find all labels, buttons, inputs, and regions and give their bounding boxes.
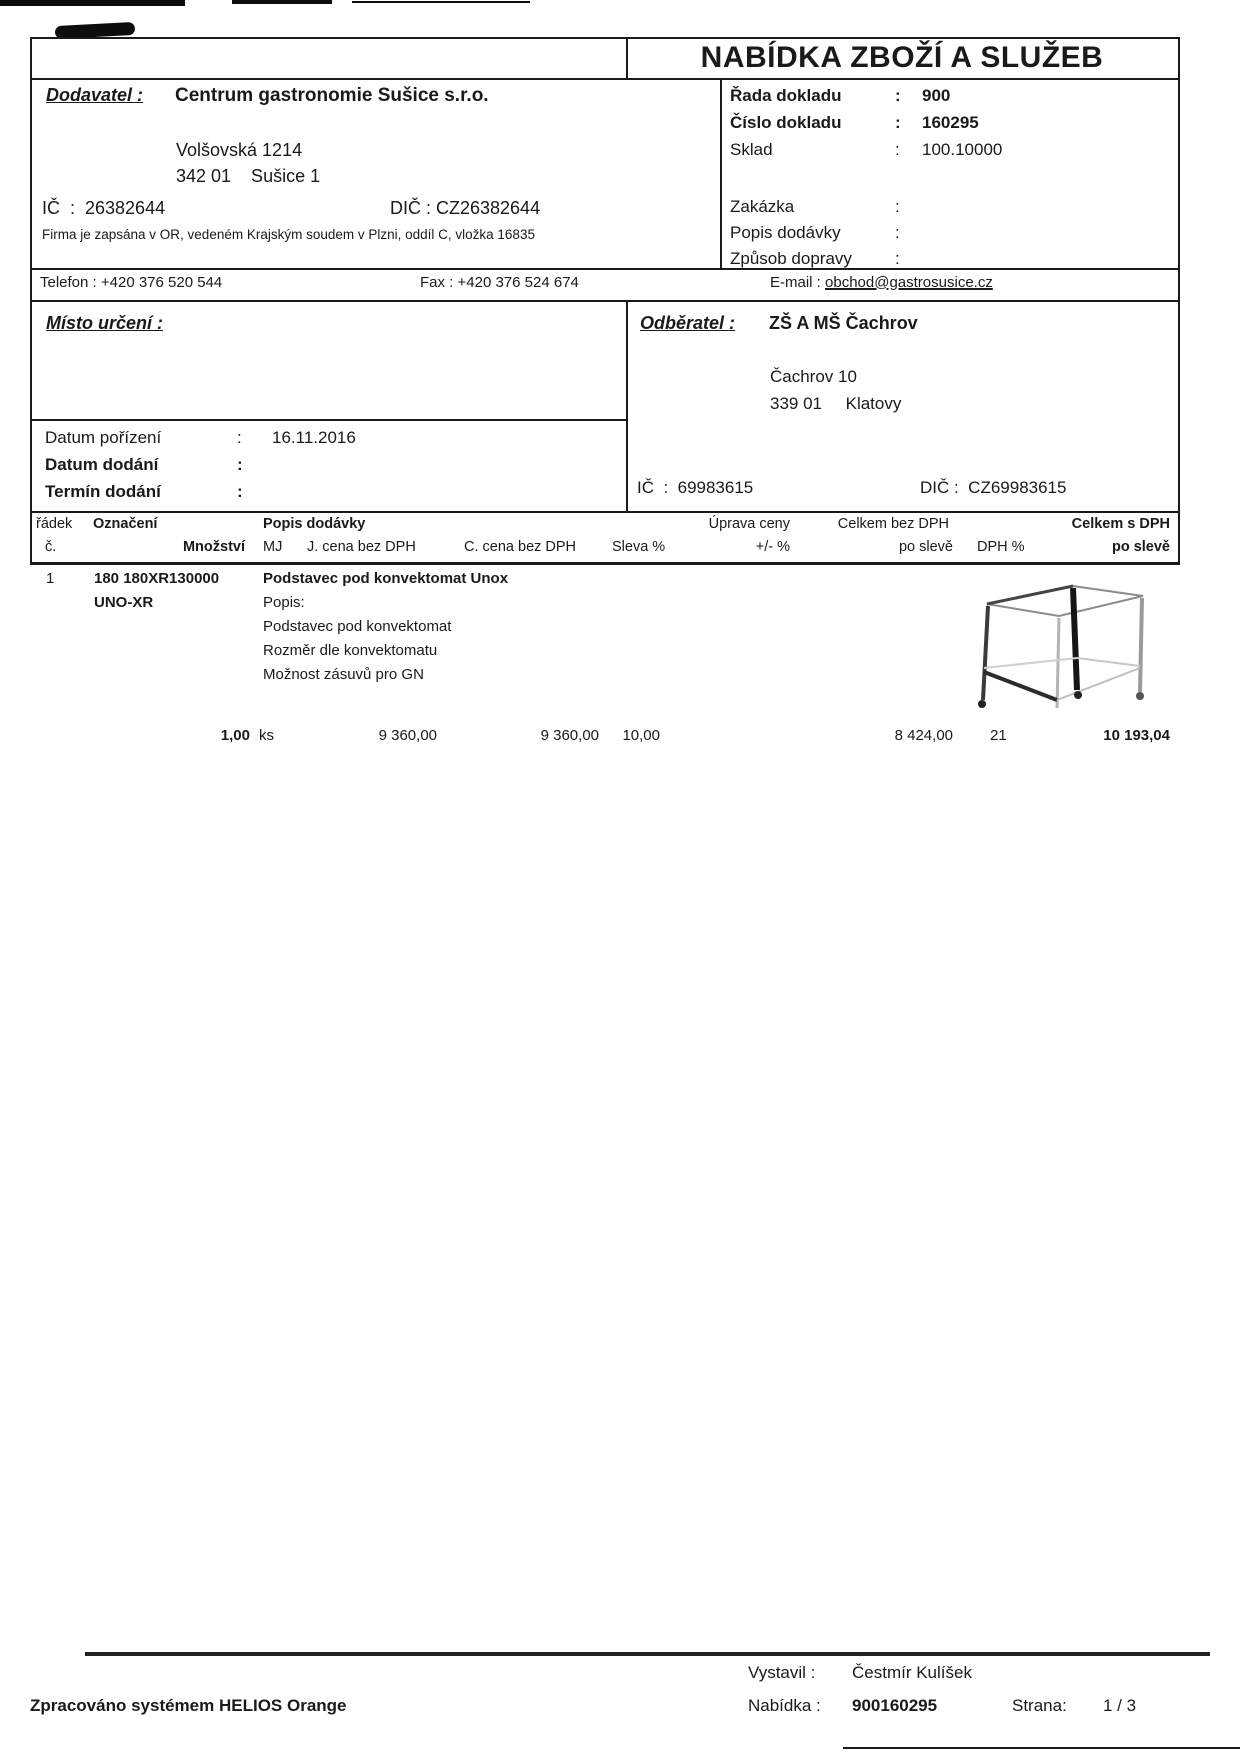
docinfo-label: Sklad bbox=[730, 140, 773, 159]
docinfo-label: Číslo dokladu bbox=[730, 113, 842, 132]
docinfo-colon: : bbox=[895, 86, 901, 105]
col-header-c: č. bbox=[45, 539, 57, 555]
bottom-scan-line bbox=[843, 1747, 1240, 1749]
contact-fax: Fax : +420 376 524 674 bbox=[420, 274, 579, 291]
docinfo-colon: : bbox=[895, 140, 900, 159]
item-discount: 10,00 bbox=[622, 727, 660, 744]
date-row-colon: : bbox=[237, 428, 242, 447]
issued-by-label: Vystavil : bbox=[748, 1663, 816, 1682]
issued-by-value: Čestmír Kulíšek bbox=[852, 1663, 972, 1682]
offer-number-value: 900160295 bbox=[852, 1696, 938, 1715]
item-row-number: 1 bbox=[46, 570, 55, 587]
item-total-no-vat: 8 424,00 bbox=[894, 727, 953, 744]
item-total-with-vat: 10 193,04 bbox=[1103, 727, 1170, 744]
destination-customer-divider bbox=[626, 300, 628, 511]
item-qty: 1,00 bbox=[220, 727, 250, 744]
customer-section-label: Odběratel : bbox=[640, 313, 736, 333]
docinfo-label: Popis dodávky bbox=[730, 223, 841, 242]
table-header-top-border bbox=[30, 511, 1180, 513]
col-header-celkem-s-dph: Celkem s DPH bbox=[1071, 516, 1170, 532]
contact-email bbox=[770, 275, 993, 292]
item-code-variant: UNO-XR bbox=[94, 594, 154, 611]
item-desc-line: Možnost zásuvů pro GN bbox=[263, 666, 424, 683]
docinfo-label: Řada dokladu bbox=[730, 86, 842, 105]
docinfo-value: 100.10000 bbox=[922, 140, 1003, 159]
customer-city: 339 01 Klatovy bbox=[770, 394, 902, 413]
item-vat: 21 bbox=[990, 727, 1007, 744]
date-row-colon: : bbox=[237, 455, 243, 474]
col-header-j-cena: J. cena bez DPH bbox=[307, 539, 416, 555]
docinfo-value: 900 bbox=[922, 86, 951, 105]
supplier-street: Volšovská 1214 bbox=[176, 140, 303, 160]
docinfo-colon: : bbox=[895, 197, 900, 216]
item-name: Podstavec pod konvektomat Unox bbox=[263, 570, 509, 587]
scan-artifact-line bbox=[232, 0, 332, 4]
col-header-celkem-bez-dph: Celkem bez DPH bbox=[837, 516, 949, 532]
col-header-mnozstvi: Množství bbox=[182, 539, 245, 555]
col-header-mj: MJ bbox=[263, 539, 283, 555]
supplier-docinfo-divider bbox=[720, 78, 722, 268]
supplier-bottom-border bbox=[30, 268, 1180, 270]
contact-email-label: E-mail : bbox=[770, 274, 826, 291]
col-header-po-sleve-bez: po slevě bbox=[898, 539, 953, 555]
footer-separator-line bbox=[85, 1652, 1210, 1656]
customer-name: ZŠ A MŠ Čachrov bbox=[769, 313, 918, 333]
col-header-po-sleve-s: po slevě bbox=[1111, 539, 1170, 555]
document-title: NABÍDKA ZBOŽÍ A SLUŽEB bbox=[700, 41, 1104, 74]
customer-ic: IČ : 69983615 bbox=[637, 478, 754, 497]
item-code: 180 180XR130000 bbox=[94, 570, 220, 587]
supplier-registration: Firma je zapsána v OR, vedeném Krajským soudem v Plzni, oddíl C, vložka 16835 bbox=[42, 227, 535, 242]
item-total-price: 9 360,00 bbox=[540, 727, 599, 744]
supplier-ic: IČ : 26382644 bbox=[42, 198, 166, 218]
scan-artifact-line bbox=[352, 1, 530, 3]
supplier-dic: DIČ : CZ26382644 bbox=[390, 198, 541, 218]
col-header-popis: Popis dodávky bbox=[263, 516, 366, 532]
docinfo-colon: : bbox=[895, 113, 901, 132]
item-desc-line: Podstavec pod konvektomat bbox=[263, 618, 452, 635]
customer-street: Čachrov 10 bbox=[770, 367, 857, 386]
page-number: 1 / 3 bbox=[1103, 1696, 1137, 1715]
stand-drawing-icon bbox=[975, 568, 1155, 733]
docinfo-label: Zakázka bbox=[730, 197, 795, 216]
supplier-city: 342 01 Sušice 1 bbox=[176, 166, 321, 186]
col-header-c-cena: C. cena bez DPH bbox=[464, 539, 577, 555]
item-unit: ks bbox=[259, 727, 274, 744]
supplier-name: Centrum gastronomie Sušice s.r.o. bbox=[175, 85, 489, 106]
product-stand-image bbox=[975, 568, 1155, 733]
page-label: Strana: bbox=[1012, 1696, 1067, 1715]
dates-top-border bbox=[30, 419, 628, 421]
date-row-label: Datum pořízení bbox=[45, 428, 162, 447]
col-header-uprava-pct: +/- % bbox=[755, 539, 790, 555]
offer-number-label: Nabídka : bbox=[748, 1696, 821, 1715]
contact-email-address: obchod@gastrosusice.cz bbox=[825, 274, 993, 291]
docinfo-label: Způsob dopravy bbox=[730, 249, 852, 268]
docinfo-colon: : bbox=[895, 249, 900, 268]
docinfo-value: 160295 bbox=[922, 113, 979, 132]
destination-section-label: Místo určení : bbox=[46, 313, 164, 333]
docinfo-colon: : bbox=[895, 223, 900, 242]
col-header-uprava-ceny: Úprava ceny bbox=[708, 516, 790, 532]
col-header-oznaceni: Označení bbox=[93, 516, 158, 532]
supplier-section-label: Dodavatel : bbox=[46, 85, 144, 105]
item-unit-price: 9 360,00 bbox=[378, 727, 437, 744]
customer-dic: DIČ : CZ69983615 bbox=[920, 478, 1067, 497]
date-row-value: 16.11.2016 bbox=[272, 428, 356, 447]
date-row-label: Termín dodání bbox=[45, 482, 161, 501]
scan-artifact-line bbox=[0, 0, 185, 6]
col-header-radek: řádek bbox=[36, 516, 73, 532]
contact-bottom-border bbox=[30, 300, 1180, 302]
system-note: Zpracováno systémem HELIOS Orange bbox=[30, 1696, 347, 1715]
date-row-colon: : bbox=[237, 482, 243, 501]
date-row-label: Datum dodání bbox=[45, 455, 159, 474]
item-desc-line: Popis: bbox=[263, 594, 305, 611]
col-header-sleva: Sleva % bbox=[612, 539, 666, 555]
item-desc-line: Rozměr dle konvektomatu bbox=[263, 642, 438, 659]
contact-phone: Telefon : +420 376 520 544 bbox=[40, 274, 223, 291]
table-header-bottom-border bbox=[30, 562, 1180, 565]
col-header-dph: DPH % bbox=[977, 539, 1025, 555]
